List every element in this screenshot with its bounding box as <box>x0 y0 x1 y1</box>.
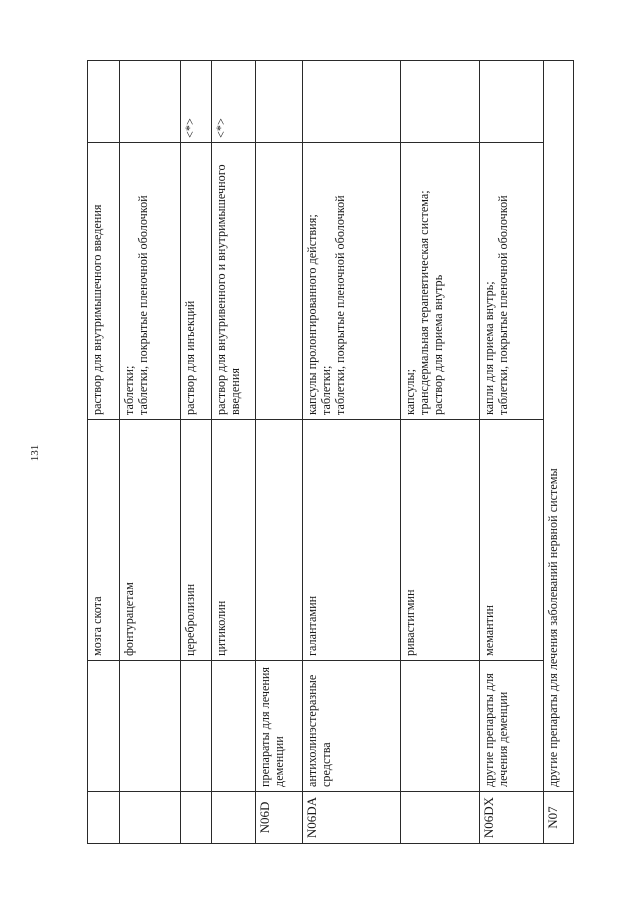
dosage-form-line: раствор для внутривенного и внутримышечного введения <box>214 164 242 415</box>
group-name-cell <box>181 661 212 792</box>
dosage-form-line: таблетки, покрытые пленочной оболочкой <box>136 195 150 415</box>
group-name-cell <box>120 661 181 792</box>
dosage-form-line: таблетки, покрытые пленочной оболочкой <box>496 195 510 415</box>
drug-name-cell: фонтурацетам <box>120 420 181 661</box>
drug-name-cell: галантамин <box>303 420 401 661</box>
dosage-forms-cell <box>401 143 480 420</box>
table-row <box>256 61 303 844</box>
note-cell <box>256 61 303 143</box>
table-row <box>120 61 181 844</box>
dosage-form-line: таблетки, покрытые пленочной оболочкой <box>333 195 347 415</box>
dosage-form-line: таблетки; <box>319 365 333 415</box>
atc-code-cell: N06D <box>256 792 303 844</box>
group-name-cell: антихолинэстеразные средства <box>303 661 401 792</box>
dosage-forms-cell <box>480 143 544 420</box>
group-name-cell <box>212 661 256 792</box>
dosage-form-line: капсулы пролонгированного действия; <box>305 214 319 415</box>
dosage-forms-cell <box>88 143 120 420</box>
dosage-form-line: раствор для внутримышечного введения <box>90 204 104 415</box>
atc-code-cell: N06DX <box>480 792 544 844</box>
dosage-forms-cell <box>120 143 181 420</box>
atc-code-cell: N07 <box>544 792 574 844</box>
dosage-forms-cell <box>212 143 256 420</box>
atc-code-cell <box>401 792 480 844</box>
table-row <box>181 61 212 844</box>
drug-name-cell: мозга скота <box>88 420 120 661</box>
drug-name-cell <box>256 420 303 661</box>
drug-table <box>87 60 574 844</box>
note-cell <box>88 61 120 143</box>
dosage-form-line: раствор для приема внутрь <box>431 274 445 415</box>
drug-table-rotated <box>87 61 593 844</box>
drug-name-cell: церебролизин <box>181 420 212 661</box>
group-name-cell <box>401 661 480 792</box>
atc-code-cell <box>120 792 181 844</box>
dosage-form-line: капли для приема внутрь; <box>482 281 496 415</box>
table-row <box>212 61 256 844</box>
page-number: 131 <box>29 444 41 462</box>
drug-name-cell: ривастигмин <box>401 420 480 661</box>
note-cell <box>303 61 401 143</box>
note-cell <box>480 61 544 143</box>
drug-name-cell: цитиколин <box>212 420 256 661</box>
atc-code-cell <box>181 792 212 844</box>
atc-code-cell <box>88 792 120 844</box>
group-name-cell: препараты для лечения деменции <box>256 661 303 792</box>
note-cell <box>120 61 181 143</box>
table-row <box>401 61 480 844</box>
dosage-forms-cell <box>303 143 401 420</box>
table-row <box>303 61 401 844</box>
table-row <box>88 61 120 844</box>
table-row <box>480 61 544 844</box>
table-row <box>544 61 574 844</box>
dosage-forms-cell <box>181 143 212 420</box>
note-cell: <*> <box>212 61 256 143</box>
group-name-cell: другие препараты для лечения заболеваний нервной системы <box>544 61 574 792</box>
atc-code-cell: N06DA <box>303 792 401 844</box>
dosage-form-line: раствор для инъекций <box>183 300 197 415</box>
group-name-cell: другие препараты для лечения деменции <box>480 661 544 792</box>
dosage-form-line: трансдермальная терапевтическая система; <box>417 190 431 415</box>
group-name-cell <box>88 661 120 792</box>
note-cell: <*> <box>181 61 212 143</box>
atc-code-cell <box>212 792 256 844</box>
dosage-form-line: таблетки; <box>122 365 136 415</box>
dosage-form-line: капсулы; <box>403 369 417 415</box>
dosage-forms-cell <box>256 143 303 420</box>
note-cell <box>401 61 480 143</box>
drug-name-cell: мемантин <box>480 420 544 661</box>
